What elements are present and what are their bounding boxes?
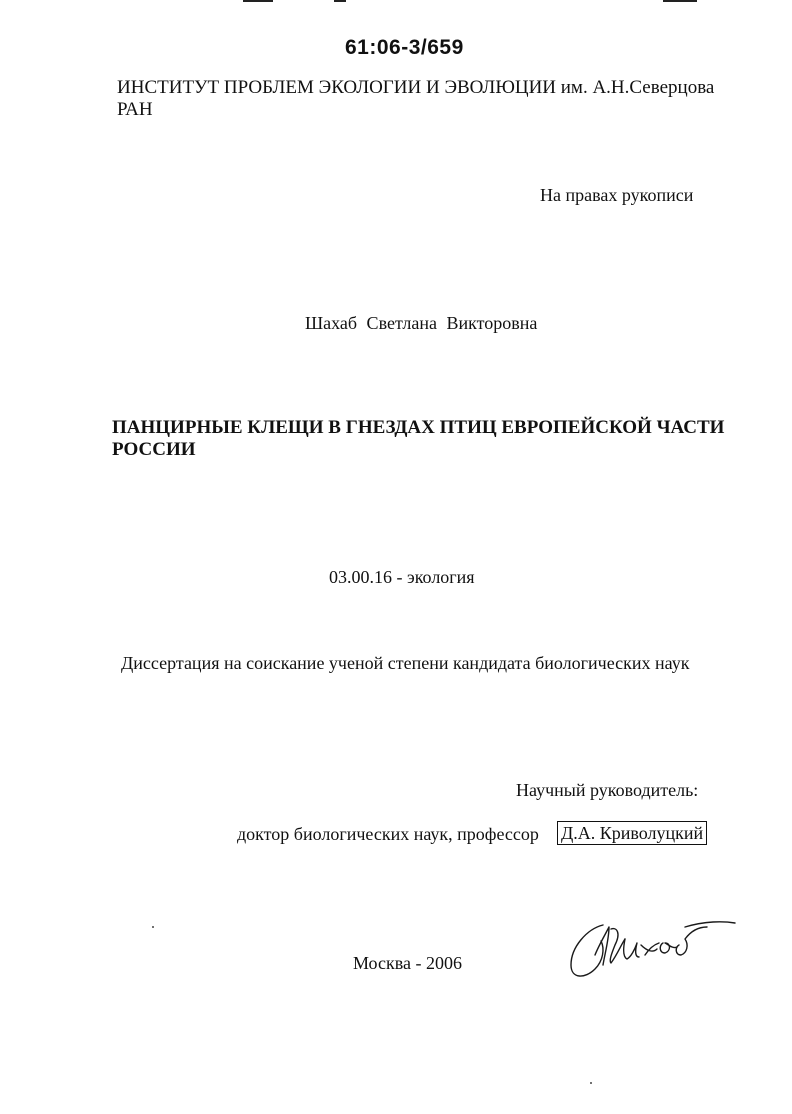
supervisor-name: Д.А. Криволуцкий — [557, 821, 707, 845]
supervisor-label: Научный руководитель: — [516, 780, 699, 800]
scan-speck — [590, 1082, 592, 1084]
scan-artifact-mark — [243, 0, 273, 2]
handwritten-signature — [565, 915, 740, 987]
scan-artifact-mark — [334, 0, 346, 2]
supervisor-degree: доктор биологических наук, профессор — [237, 824, 539, 844]
library-code: 61:06-3/659 — [345, 36, 464, 59]
institute-name — [117, 77, 714, 121]
author-name: Шахаб Светлана Викторовна — [305, 313, 538, 333]
institute-name-line2: РАН — [117, 99, 153, 120]
manuscript-note: На правах рукописи — [540, 185, 694, 205]
dissertation-title: ПАНЦИРНЫЕ КЛЕЩИ В ГНЕЗДАХ ПТИЦ ЕВРОПЕЙСКОЙ ЧАСТИ РОССИИ — [112, 417, 725, 460]
scan-speck — [152, 926, 154, 928]
specialty-code: 03.00.16 - экология — [329, 567, 475, 587]
degree-statement: Диссертация на соискание ученой степени кандидата биологических наук — [121, 653, 690, 673]
scan-artifact-mark — [663, 0, 697, 2]
city-and-year: Москва - 2006 — [353, 953, 462, 973]
institute-name-line1: ИНСТИТУТ ПРОБЛЕМ ЭКОЛОГИИ И ЭВОЛЮЦИИ им. А.Н.Северцова — [117, 77, 715, 98]
